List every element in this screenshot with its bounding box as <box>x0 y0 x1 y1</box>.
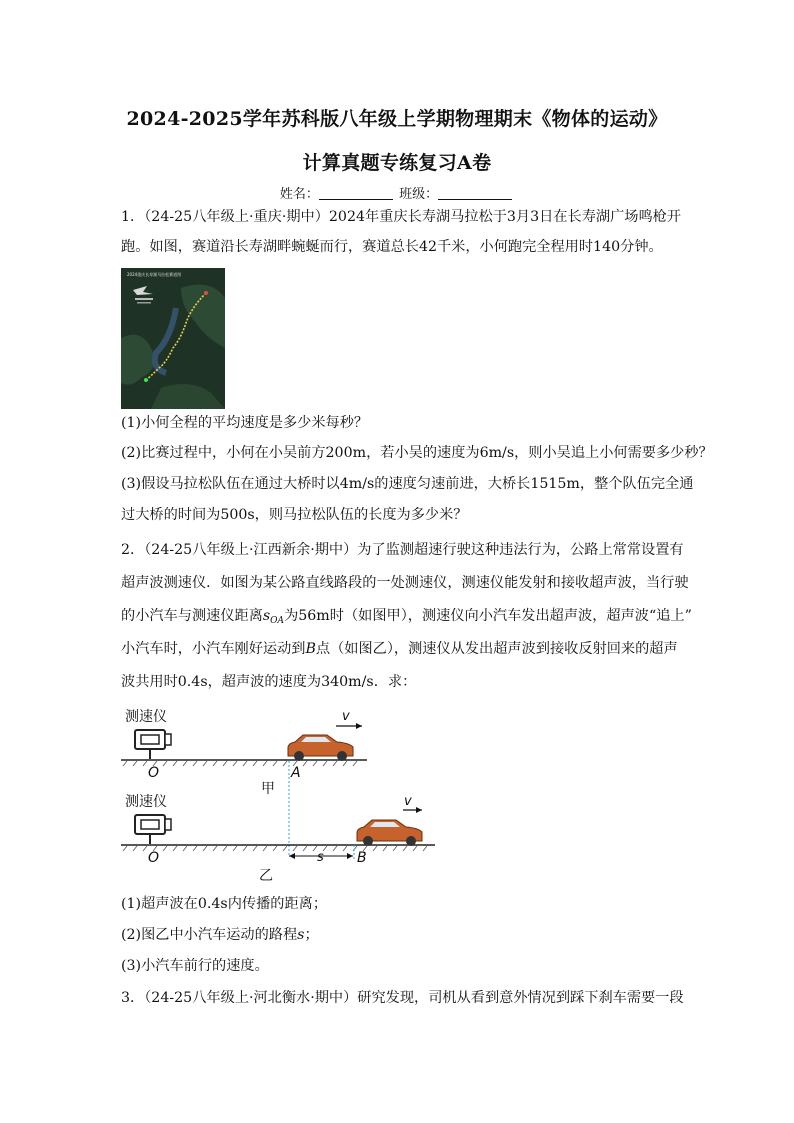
q2-stem-line4: 小汽车时，小汽车刚好运动到B点（如图乙），测速仪从发出超声波到接收反射回来的超声 <box>121 641 678 657</box>
device-label-jia: 测速仪 <box>125 709 167 725</box>
q2-stem-line3: 的小汽车与测速仪距离$s_{OA}$为56m时（如图甲），测速仪向小汽车发出超声波，超声波“追上” <box>121 608 692 626</box>
panel-label-yi: 乙 <box>259 868 273 883</box>
class-blank[interactable] <box>438 187 512 200</box>
camera-icon-2 <box>135 815 171 844</box>
q1-stem-line1: 1．（24-25八年级上·重庆·期中）2024年重庆长寿湖马拉松于3月3日在长寿湖广场鸣枪开 <box>121 209 682 225</box>
device-label-yi: 测速仪 <box>125 794 167 810</box>
q2-sub1: (1)超声波在0.4s内传播的距离； <box>121 896 328 912</box>
camera-icon <box>135 730 171 759</box>
q2-sub3: (3)小汽车前行的速度。 <box>121 958 269 974</box>
point-O-jia: O <box>148 765 160 781</box>
velocity-v-yi: v <box>404 794 412 809</box>
speed-detector-figure <box>121 703 441 883</box>
q2-stem-line5: 波共用时0.4s，超声波的速度为340m/s．求： <box>121 674 417 690</box>
doc-title-line2: 计算真题专练复习A卷 <box>302 152 492 174</box>
q1-sub1: (1)小何全程的平均速度是多少米每秒？ <box>121 415 369 431</box>
q1-stem-line2: 跑。如图，赛道沿长寿湖畔蜿蜒而行，赛道总长42千米，小何跑完全程用时140分钟。 <box>121 239 663 255</box>
doc-title-line1: 2024-2025学年苏科版八年级上学期物理期末《物体的运动》 <box>126 108 668 130</box>
q3-stem-line1: 3．（24-25八年级上·河北衡水·期中）研究发现，司机从看到意外情况到踩下刹车需要一段 <box>121 990 684 1006</box>
q1-sub3-line1: (3)假设马拉松队伍在通过大桥时以4m/s的速度匀速前进，大桥长1515m，整个队伍完全通 <box>121 476 694 492</box>
class-label: 班级： <box>399 187 439 202</box>
panel-label-jia: 甲 <box>261 781 275 797</box>
ground-hatch-2 <box>123 846 427 851</box>
marathon-route-map <box>121 268 225 409</box>
point-A: A <box>291 765 301 781</box>
q1-sub2: (2)比赛过程中，小何在小吴前方200m，若小吴的速度为6m/s，则小吴追上小何需要多少秒？ <box>121 445 713 461</box>
q2-stem-line2: 超声波测速仪．如图为某公路直线路段的一处测速仪，测速仪能发射和接收超声波，当行驶 <box>121 575 689 591</box>
q2-stem-line1: 2．（24-25八年级上·江西新余·期中）为了监测超速行驶这种违法行为，公路上常常设置有 <box>121 542 684 558</box>
car-icon-yi <box>357 820 422 846</box>
car-icon-jia <box>288 735 353 761</box>
q1-sub3-line2: 过大桥的时间为500s，则马拉松队伍的长度为多少米？ <box>121 507 468 523</box>
q2-sub2: (2)图乙中小汽车运动的路程s； <box>121 927 319 943</box>
distance-s: s <box>317 850 324 865</box>
velocity-v-jia: v <box>342 709 350 724</box>
point-O-yi: O <box>148 850 160 866</box>
point-B: B <box>357 850 367 866</box>
map-title: 2024重庆长寿湖马拉松赛道图 <box>127 272 182 277</box>
name-blank[interactable] <box>319 187 393 200</box>
name-class-row <box>0 183 794 202</box>
name-label: 姓名： <box>279 187 319 202</box>
